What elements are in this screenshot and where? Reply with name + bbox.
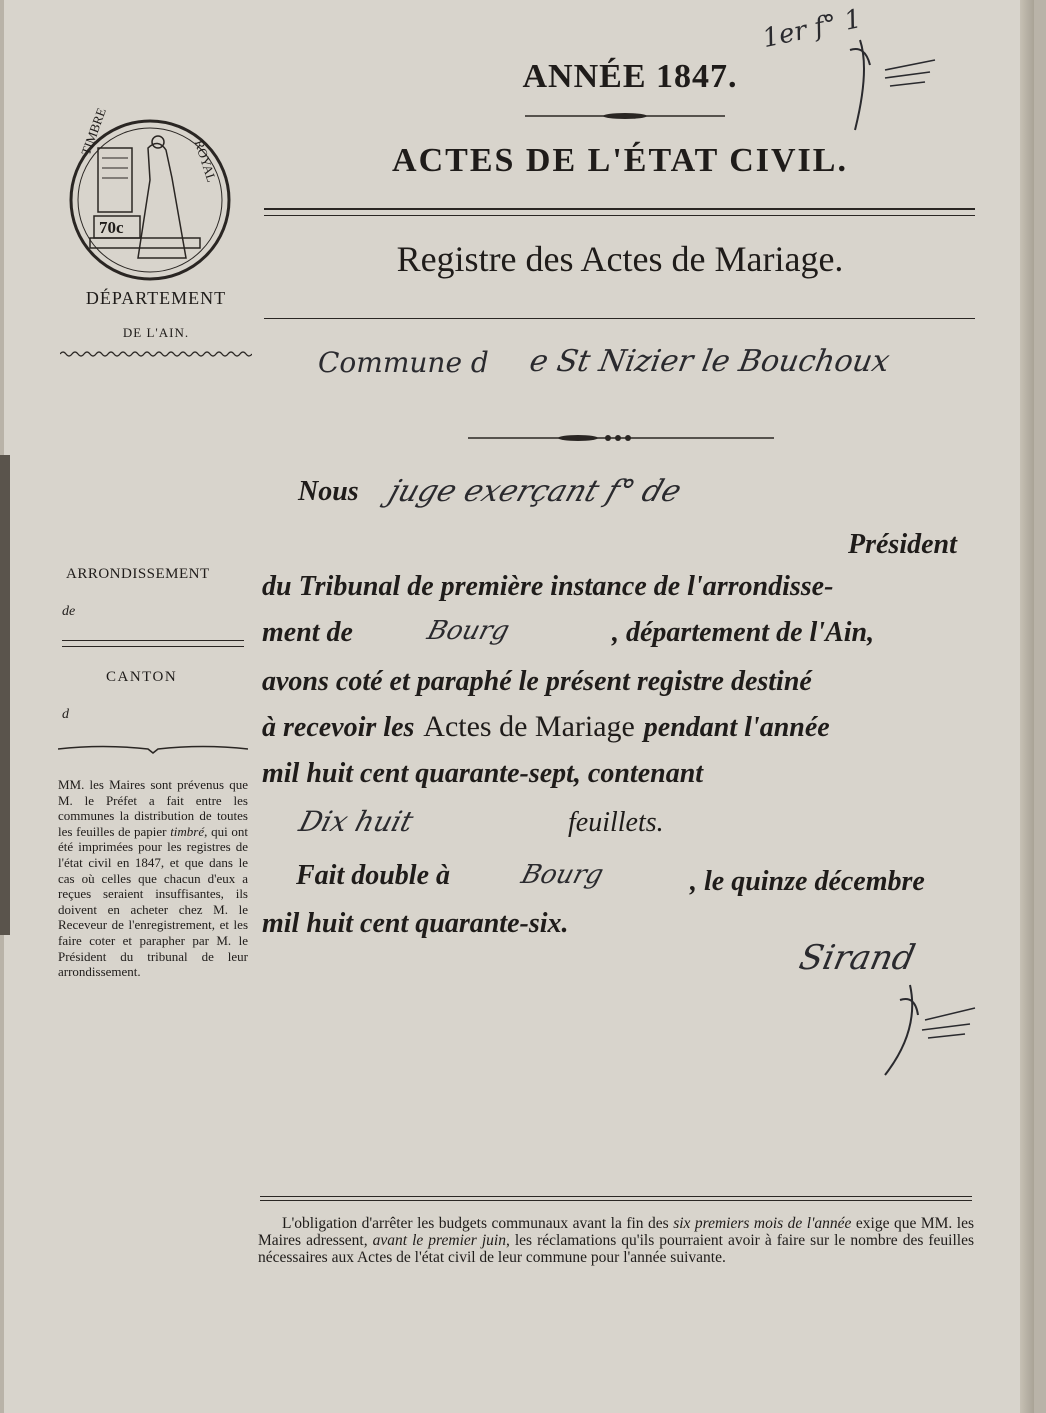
year-heading: ANNÉE 1847. — [522, 58, 738, 95]
mayors-notice — [58, 777, 248, 980]
acts-title: ACTES DE L'ÉTAT CIVIL. — [392, 142, 848, 179]
canton-prefix: d — [62, 707, 69, 722]
body-line-4b: Actes de Mariage — [423, 710, 635, 743]
stamp-price: 70c — [99, 218, 124, 237]
handwritten-folio: 1er f° 1 — [759, 3, 865, 55]
double-rule-a — [264, 208, 975, 210]
double-rule-b — [264, 215, 975, 216]
signing-town-handwritten: Bourg — [517, 860, 607, 890]
mayors-notice-part-1: MM. les Maires sont prévenus que M. le Préfet a fait entre les communes la distribution de toutes les feuilles de papier — [58, 777, 248, 839]
arrondissement-line-a — [62, 640, 244, 641]
register-title: Registre des Actes de Mariage. — [396, 239, 844, 279]
stamp-left-text: TIMBRE — [78, 105, 109, 158]
tribunal-town-handwritten: Bourg — [423, 616, 513, 646]
ornament-divider-commune — [468, 432, 774, 444]
body-line-4c: pendant l'année — [643, 712, 830, 743]
body-line-4 — [262, 710, 830, 744]
body-line-6b: feuillets. — [568, 807, 664, 838]
nous-handwritten: juge exerçant f° de — [384, 474, 686, 509]
body-line-7b: , le quinze décembre — [690, 866, 925, 897]
body-line-2a: ment de — [262, 617, 353, 648]
body-line-1: du Tribunal de première instance de l'arrondisse- — [262, 571, 834, 602]
footer-part-5: , les réclamations qu'ils pourraient avoir à faire sur le nombre des feuilles nécessaires aux Actes de l'état civil de leur commune pour l'année suivante. — [258, 1232, 975, 1266]
commune-label: Commune d — [318, 346, 489, 379]
register-underline — [264, 318, 975, 319]
footer-part-4: avant le premier juin — [372, 1232, 506, 1249]
canton-label: CANTON — [106, 669, 178, 685]
commune-name-handwritten: e St Nizier le Bouchoux — [526, 344, 893, 379]
stamp-right-text: ROYAL — [191, 138, 220, 184]
body-line-2b: , département de l'Ain, — [612, 617, 875, 648]
mayors-notice-part-2: timbré — [170, 823, 205, 839]
department-label: DÉPARTEMENT — [85, 288, 227, 308]
signature-paraph — [870, 980, 990, 1080]
nous-word: Nous — [298, 476, 359, 507]
arrondissement-line-b — [62, 646, 244, 647]
department-name: DE L'AIN. — [122, 325, 190, 340]
binding-shadow — [0, 455, 10, 935]
sheet-count-handwritten: Dix huit — [295, 805, 417, 838]
handwritten-paraph-top — [840, 30, 950, 140]
canton-ornament — [58, 742, 248, 756]
president-word: Président — [848, 529, 957, 560]
body-line-8: mil huit cent quarante-six. — [262, 908, 569, 939]
footer-part-2: six premiers mois de l'année — [673, 1215, 852, 1232]
body-line-5: mil huit cent quarante-sept, contenant — [262, 758, 704, 789]
arrondissement-prefix: de — [62, 604, 76, 619]
mayors-notice-part-3: , qui ont été imprimées pour les registres de l'état civil en 1847, et que dans le cas où celles que chacun d'eux a reçues seraient insuffisantes, ils doivent en acheter chez M. le Receveur de l'enregistrement, et les faire coter et parapher par M. le Président du tribunal de leur arrondissement. — [58, 823, 248, 980]
footer-rule-a — [260, 1196, 972, 1197]
ornament-divider-top — [525, 110, 725, 122]
body-line-3: avons coté et paraphé le présent registre destiné — [262, 666, 812, 697]
body-line-4a: à recevoir les — [262, 712, 415, 743]
footer-part-3: exige que MM. les Maires adressent, — [258, 1215, 974, 1249]
footer-part-1: L'obligation d'arrêter les budgets communaux avant la fin des — [282, 1215, 674, 1232]
body-line-7a: Fait double à — [296, 860, 451, 891]
signature: Sirand — [795, 938, 919, 978]
page-edge — [1020, 0, 1034, 1413]
arrondissement-label: ARRONDISSEMENT — [66, 566, 210, 582]
wavy-divider — [60, 350, 252, 358]
footer-rule-b — [260, 1200, 972, 1201]
footer-notice — [258, 1215, 974, 1266]
